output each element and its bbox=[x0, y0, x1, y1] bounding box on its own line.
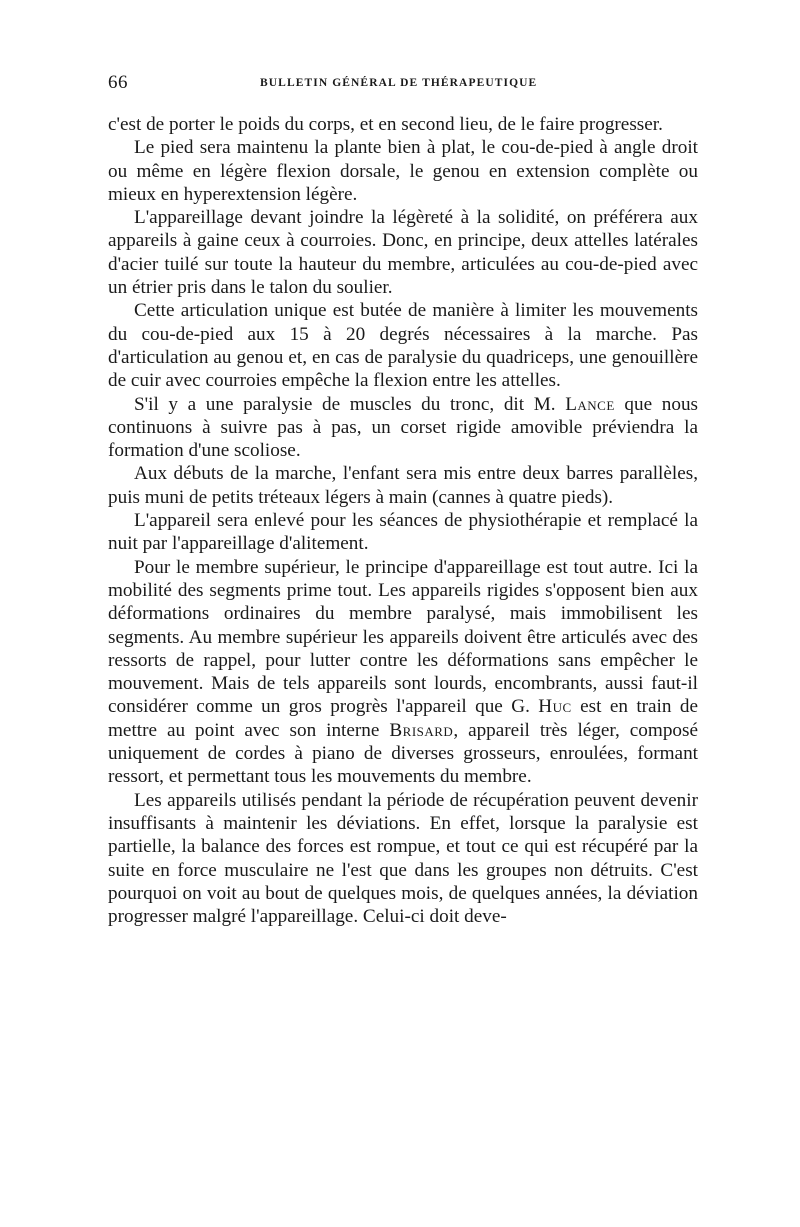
page-number: 66 bbox=[108, 72, 128, 93]
body-text bbox=[108, 113, 698, 928]
paragraph: S'il y a une paralysie de muscles du tronc, dit M. Lance que nous continuons à suivre pas à pas, un corset rigide amovible préviendra la formation d'une scoliose. bbox=[108, 393, 698, 462]
paragraph: Pour le membre supérieur, le principe d'appareillage est tout autre. Ici la mobilité des segments prime tout. Les appareils rigides s'opposent bien aux déformations ordinaires du membre paralysé, mais immobilisent les segments. Au membre supérieur les appareils doivent être articulés avec des ressorts de rappel, pour lutter contre les déformations sans empêcher le mouvement. Mais de tels appareils sont lourds, encombrants, aussi faut-il considérer comme un gros progrès l'appareil que G. Huc est en train de mettre au point avec son interne Brisard, appareil très léger, composé uniquement de cordes à piano de diverses grosseurs, enroulées, formant ressort, et permettant tous les mouvements du membre. bbox=[108, 556, 698, 788]
author-name: Brisard bbox=[389, 719, 454, 741]
author-name: Huc bbox=[538, 696, 572, 718]
paragraph: c'est de porter le poids du corps, et en second lieu, de le faire progresser. bbox=[108, 114, 663, 135]
paragraph: Le pied sera maintenu la plante bien à plat, le cou-de-pied à angle droit ou même en légère flexion dorsale, le genou en extension complète ou mieux en hyperextension légère. bbox=[108, 137, 698, 205]
paragraph: Les appareils utilisés pendant la période de récupération peuvent devenir insuffisants à maintenir les déviations. En effet, lorsque la paralysie est partielle, la balance des forces est rompue, et tout ce qui est récupéré par la suite en force musculaire ne l'est que dans les groupes non détruits. C'est pourquoi on voit au bout de quelques mois, de quelques années, la déviation progresser malgré l'appareillage. Celui-ci doit deve- bbox=[108, 789, 698, 928]
running-head: BULLETIN GÉNÉRAL DE THÉRAPEUTIQUE bbox=[260, 77, 538, 89]
page-header bbox=[108, 72, 698, 98]
paragraph: L'appareil sera enlevé pour les séances de physiothérapie et remplacé la nuit par l'appareillage d'alitement. bbox=[108, 510, 698, 555]
author-name: Lance bbox=[565, 393, 615, 415]
paragraph: Cette articulation unique est butée de manière à limiter les mouvements du cou-de-pied aux 15 à 20 degrés nécessaires à la marche. Pas d'articulation au genou et, en cas de paralysie du quadriceps, une genouillère de cuir avec courroies empêche la flexion entre les attelles. bbox=[108, 300, 698, 392]
paragraph: Aux débuts de la marche, l'enfant sera mis entre deux barres parallèles, puis muni de petits tréteaux légers à main (cannes à quatre pieds). bbox=[108, 463, 698, 508]
paragraph: L'appareillage devant joindre la légèreté à la solidité, on préférera aux appareils à gaine ceux à courroies. Donc, en principe, deux attelles latérales d'acier tuilé sur toute la hauteur du membre, articulées au cou-de-pied avec un étrier pris dans le talon du soulier. bbox=[108, 207, 698, 299]
